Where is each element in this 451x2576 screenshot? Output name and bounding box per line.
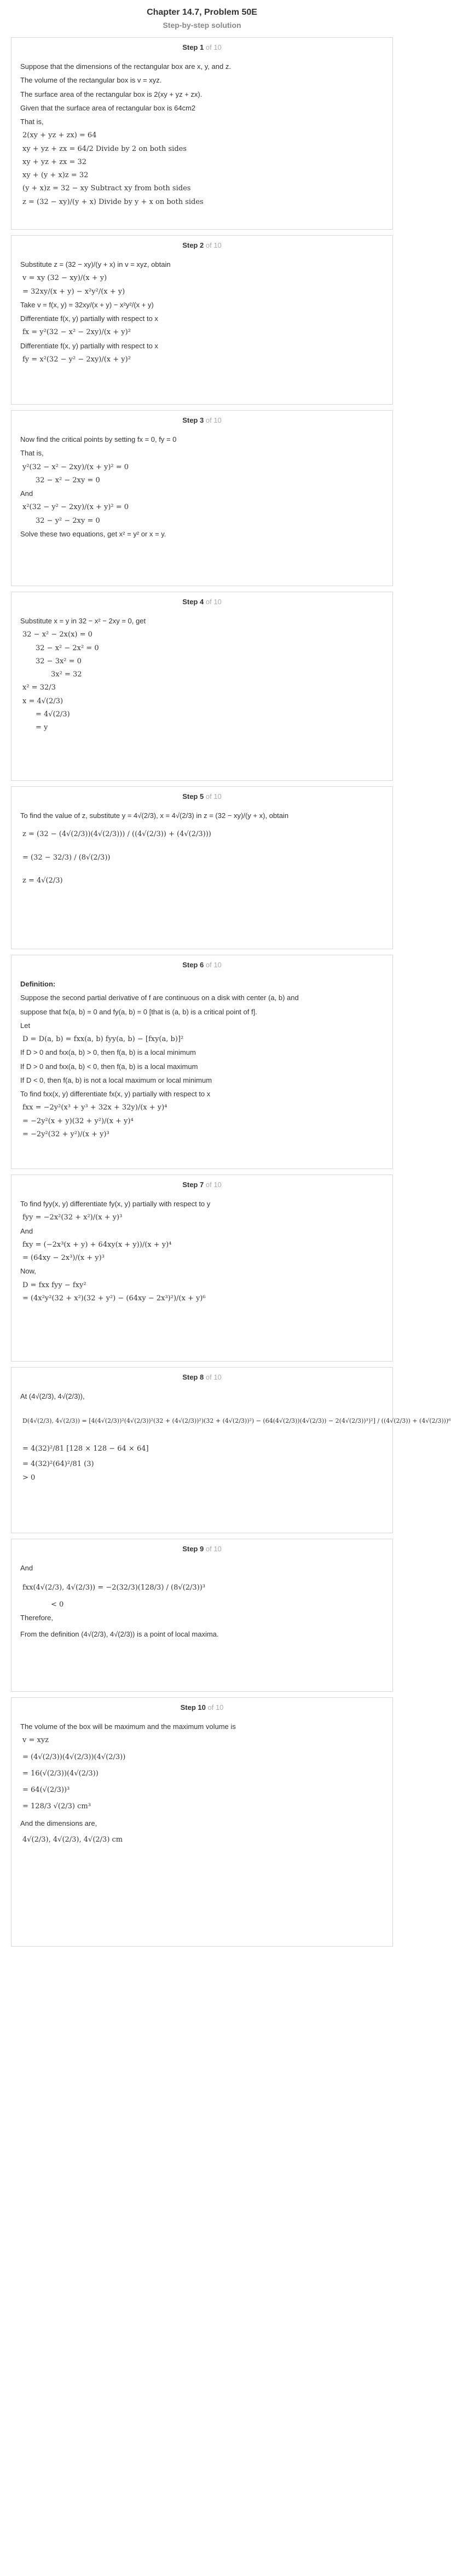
math-line: v = xy (32 − xy)/(x + y)	[22, 274, 107, 283]
math-line: 3x² = 32	[51, 670, 82, 679]
math-line: x² = 32/3	[22, 684, 56, 692]
math-line: fx = y²(32 − x² − 2xy)/(x + y)²	[22, 328, 131, 337]
step-heading: Step 9 of 10	[182, 1545, 222, 1553]
math-line: = 64(√(2/3))³	[22, 1786, 70, 1794]
solution-text: Suppose the second partial derivative of f are continuous on a disk with center (a, b) and	[20, 994, 299, 1002]
step-heading: Step 6 of 10	[182, 961, 222, 969]
solution-text: The surface area of the rectangular box is 2(xy + yz + zx).	[20, 90, 203, 98]
solution-text: From the definition (4√(2/3), 4√(2/3)) is a point of local maxima.	[20, 1630, 219, 1638]
solution-text: To find the value of z, substitute y = 4√(2/3), x = 4√(2/3) in z = (32 − xy)/(y + x), obtain	[20, 811, 289, 820]
math-line: 32 − x² − 2xy = 0	[36, 476, 100, 484]
math-line: = 4(32)²(64)²/81 (3)	[22, 1460, 94, 1469]
math-line: = (4√(2/3))(4√(2/3))(4√(2/3))	[22, 1753, 126, 1761]
step-heading: Step 5 of 10	[182, 792, 222, 801]
solution-text: And	[20, 1226, 33, 1235]
step-by-step-heading: Step-by-step solution	[163, 21, 241, 30]
solution-text: And the dimensions are,	[20, 1819, 97, 1827]
math-line: < 0	[51, 1600, 64, 1609]
math-line: 32 − x² − 2x² = 0	[36, 644, 99, 652]
math-line: = (4x²y²(32 + x²)(32 + y²) − (64xy − 2x³)²)/(x + y)⁶	[22, 1294, 206, 1302]
solution-text: That is,	[20, 118, 44, 126]
math-line: xy + yz + zx = 64/2 Divide by 2 on both sides	[22, 144, 187, 153]
step-card-5	[11, 786, 393, 949]
step-heading: Step 4 of 10	[182, 598, 222, 606]
solution-text: Let	[20, 1021, 31, 1030]
solution-text: At (4√(2/3), 4√(2/3)),	[20, 1392, 85, 1400]
math-line: = 128/3 √(2/3) cm³	[22, 1802, 91, 1811]
math-line: = (64xy − 2x³)/(x + y)³	[22, 1254, 105, 1262]
math-line: (y + x)z = 32 − xy Subtract xy from both sides	[22, 184, 191, 193]
solution-text: Solve these two equations, get x² = y² or x = y.	[20, 529, 166, 538]
definition-heading: Definition:	[20, 980, 56, 988]
solution-text: To find fxx(x, y) differentiate fx(x, y) partially with respect to x	[20, 1090, 211, 1098]
step-heading: Step 3 of 10	[182, 416, 222, 424]
step-card-2	[11, 235, 393, 405]
math-line: = −2y²(32 + y²)/(x + y)³	[22, 1130, 109, 1138]
step-card-10	[11, 1697, 393, 1947]
math-line: 32 − x² − 2x(x) = 0	[22, 630, 92, 639]
math-line: fxx = −2y²(x³ + y³ + 32x + 32y)/(x + y)⁴	[22, 1103, 167, 1112]
solution-text: And	[20, 1564, 33, 1572]
solution-text: Suppose that the dimensions of the rectangular box are x, y, and z.	[20, 62, 231, 71]
step-heading: Step 1 of 10	[182, 43, 222, 51]
math-line: xy + yz + zx = 32	[22, 157, 87, 166]
math-line: xy + (y + x)z = 32	[22, 171, 89, 179]
solution-text: Substitute x = y in 32 − x² − 2xy = 0, get	[20, 617, 146, 625]
step-heading: Step 8 of 10	[182, 1373, 222, 1381]
math-line: 32 − y² − 2xy = 0	[36, 516, 100, 525]
solution-text: Therefore,	[20, 1613, 53, 1622]
math-line: v = xyz	[22, 1736, 49, 1745]
solution-text: Given that the surface area of rectangular box is 64cm2	[20, 103, 196, 112]
math-line: y²(32 − x² − 2xy)/(x + y)² = 0	[22, 463, 129, 471]
math-line: = y	[36, 723, 48, 732]
math-line: = 16(√(2/3))(4√(2/3))	[22, 1769, 99, 1778]
math-line: = −2y²(x + y)(32 + y²)/(x + y)⁴	[22, 1117, 134, 1125]
math-line: D(4√(2/3), 4√(2/3)) = [4(4√(2/3))²(4√(2/3))²(32 + (4√(2/3))²)(32 + (4√(2/3))²) − (64(4√(2/3))(4√(2/3)) − 2(4√(2/3))³)²] / ((4√(2/3)) + (4√(2/3)))⁶	[22, 1417, 451, 1425]
step-card-4	[11, 592, 393, 781]
solution-text: suppose that fx(a, b) = 0 and fy(a, b) = 0 [that is (a, b) is a critical point of f].	[20, 1007, 257, 1016]
step-card-6	[11, 955, 393, 1169]
math-line: z = 4√(2/3)	[22, 876, 63, 885]
step-heading: Step 10 of 10	[180, 1703, 224, 1712]
step-card-7	[11, 1175, 393, 1362]
math-line: fyy = −2x²(32 + x²)/(x + y)³	[22, 1213, 123, 1222]
solution-text: That is,	[20, 449, 44, 458]
chapter-title: Chapter 14.7, Problem 50E	[147, 8, 257, 17]
step-card-3	[11, 410, 393, 586]
solution-text: Now find the critical points by setting fx = 0, fy = 0	[20, 435, 177, 443]
math-line: = 4(32)²/81 [128 × 128 − 64 × 64]	[22, 1445, 149, 1453]
solution-text: The volume of the box will be maximum and the maximum volume is	[20, 1722, 236, 1731]
step-card-8	[11, 1367, 451, 1533]
math-line: fy = x²(32 − y² − 2xy)/(x + y)²	[22, 355, 131, 364]
step-card-9	[11, 1539, 393, 1692]
step-heading: Step 7 of 10	[182, 1181, 222, 1189]
math-line: 4√(2/3), 4√(2/3), 4√(2/3) cm	[22, 1835, 123, 1844]
math-line: = 4√(2/3)	[36, 710, 70, 719]
solution-text: If D > 0 and fxx(a, b) > 0, then f(a, b) is a local minimum	[20, 1048, 196, 1057]
math-line: 2(xy + yz + zx) = 64	[22, 131, 97, 140]
math-line: z = (32 − (4√(2/3))(4√(2/3))) / ((4√(2/3)) + (4√(2/3)))	[22, 830, 211, 839]
solution-text: Substitute z = (32 − xy)/(y + x) in v = xyz, obtain	[20, 260, 171, 268]
step-card-1	[11, 37, 393, 230]
solution-text: The volume of the rectangular box is v = xyz.	[20, 76, 162, 85]
math-line: fxy = (−2x³(x + y) + 64xy(x + y))/(x + y)⁴	[22, 1240, 172, 1249]
solution-text: Take v = f(x, y) = 32xy/(x + y) − x²y²/(x + y)	[20, 300, 154, 309]
math-line: x²(32 − y² − 2xy)/(x + y)² = 0	[22, 503, 129, 512]
solution-text: Differentiate f(x, y) partially with respect to x	[20, 341, 158, 350]
math-line: = 32xy/(x + y) − x²y²/(x + y)	[22, 287, 125, 296]
math-line: fxx(4√(2/3), 4√(2/3)) = −2(32/3)(128/3) / (8√(2/3))³	[22, 1584, 206, 1592]
math-line: D = D(a, b) = fxx(a, b) fyy(a, b) − [fxy(a, b)]²	[22, 1035, 184, 1043]
solution-text: To find fyy(x, y) differentiate fy(x, y) partially with respect to y	[20, 1200, 211, 1208]
solution-text: If D < 0, then f(a, b) is not a local maximum or local minimum	[20, 1076, 212, 1084]
math-line: 32 − 3x² = 0	[36, 657, 82, 665]
math-line: z = (32 − xy)/(y + x) Divide by y + x on both sides	[22, 197, 204, 206]
math-line: x = 4√(2/3)	[22, 697, 63, 705]
solution-text: Now,	[20, 1267, 36, 1276]
math-line: D = fxx fyy − fxy²	[22, 1281, 86, 1289]
math-line: = (32 − 32/3) / (8√(2/3))	[22, 853, 111, 862]
math-line: > 0	[22, 1473, 36, 1482]
step-heading: Step 2 of 10	[182, 241, 222, 249]
solution-text: And	[20, 489, 33, 498]
solution-text: Differentiate f(x, y) partially with respect to x	[20, 314, 158, 323]
solution-text: If D > 0 and fxx(a, b) < 0, then f(a, b) is a local maximum	[20, 1062, 198, 1071]
